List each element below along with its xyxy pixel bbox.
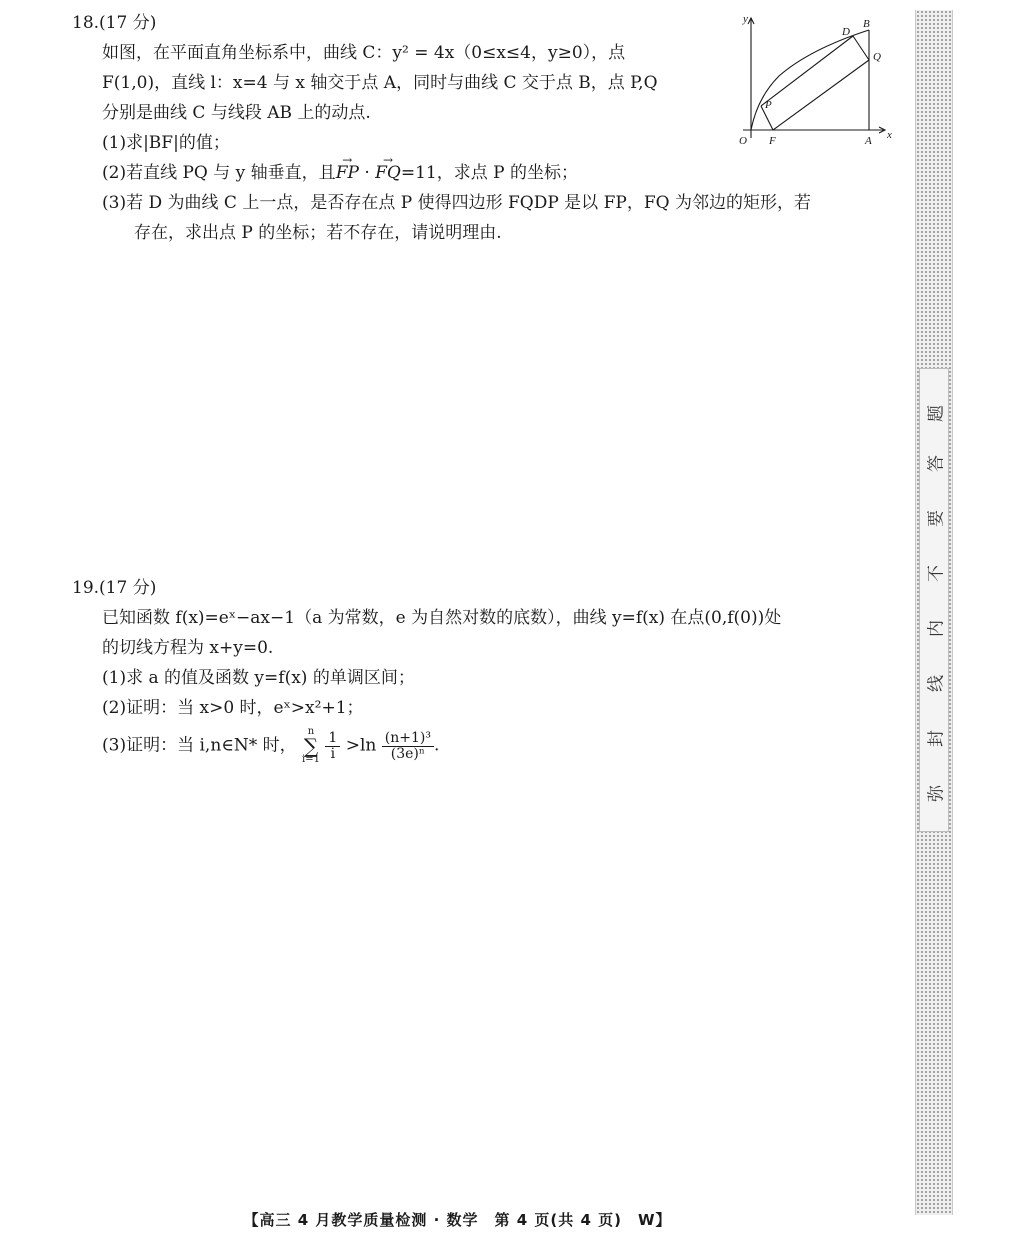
seal-label-box xyxy=(919,368,949,832)
q19-part-2: (2)证明：当 x>0 时，eˣ>x²+1； xyxy=(102,698,364,718)
sum-lower: i=1 xyxy=(302,754,320,765)
seal-char-6: 要 xyxy=(926,510,947,527)
vector-fq: → FQ xyxy=(375,158,401,188)
q19-line-1: 已知函数 f(x)=eˣ−ax−1（a 为常数，e 为自然对数的底数），曲线 y=f(x) 在点(0,f(0))处 xyxy=(102,608,782,628)
fraction-1-numerator: 1 xyxy=(325,731,340,747)
dot-operator: · xyxy=(358,163,376,183)
q18-part-2-text-b: =11，求点 P 的坐标； xyxy=(400,163,578,183)
q18-part-3-line-2: 存在，求出点 P 的坐标；若不存在，请说明理由. xyxy=(134,223,502,243)
label-q: Q xyxy=(873,51,881,63)
q18-part-2 xyxy=(72,158,902,188)
q18-part-3-line-1: (3)若 D 为曲线 C 上一点，是否存在点 P 使得四边形 FQDP 是以 FP，FQ 为邻边的矩形，若 xyxy=(102,193,811,213)
q18-line-3: 分别是曲线 C 与线段 AB 上的动点. xyxy=(102,103,371,123)
fraction-1-denominator: i xyxy=(330,745,336,762)
label-o: O xyxy=(739,135,747,147)
seal-char-4: 内 xyxy=(926,620,947,637)
fraction-one-over-i xyxy=(325,731,340,762)
q19-part-1: (1)求 a 的值及函数 y=f(x) 的单调区间； xyxy=(102,668,415,688)
q19-part-3-ln: >ln xyxy=(345,735,377,756)
seal-char-5: 不 xyxy=(926,565,947,582)
q18-line-1: 如图，在平面直角坐标系中，曲线 C：y² = 4x（0≤x≤4，y≥0），点 xyxy=(102,43,626,63)
seal-char-8: 题 xyxy=(926,405,947,422)
q19-part-3-end: . xyxy=(433,735,440,756)
seal-char-3: 线 xyxy=(926,675,947,692)
q18-part-1: (1)求|BF|的值； xyxy=(102,133,230,153)
segment-pd xyxy=(761,36,853,106)
sum-upper: n xyxy=(307,726,315,737)
summation xyxy=(302,727,320,765)
label-x: x xyxy=(887,129,892,141)
seal-char-7: 答 xyxy=(926,455,947,472)
page-footer: 【高三 4 月教学质量检测 · 数学 第 4 页(共 4 页) W】 xyxy=(243,1211,672,1229)
vector-fp: → FP xyxy=(336,158,359,188)
seal-char-2: 封 xyxy=(926,730,947,747)
q19-line-2: 的切线方程为 x+y=0. xyxy=(102,638,274,658)
fraction-log-argument xyxy=(382,731,434,762)
segment-fq xyxy=(773,60,869,130)
label-d: D xyxy=(842,26,850,38)
label-y: y xyxy=(743,13,748,25)
label-f: F xyxy=(769,135,776,147)
seal-char-1: 弥 xyxy=(926,785,947,802)
curve-c xyxy=(751,30,869,130)
question-19 xyxy=(72,573,902,765)
fraction-2-denominator: (3e)ⁿ xyxy=(390,745,425,762)
parabola-diagram xyxy=(733,10,895,152)
q18-part-2-text-a: (2)若直线 PQ 与 y 轴垂直，且 xyxy=(102,163,336,183)
parabola-figure xyxy=(733,10,895,152)
q18-heading: 18.(17 分) xyxy=(72,13,157,33)
q19-part-3-text: (3)证明：当 i,n∈N* 时， xyxy=(102,735,297,756)
q18-line-2: F(1,0)，直线 l：x=4 与 x 轴交于点 A，同时与曲线 C 交于点 B，点 P,Q xyxy=(102,73,658,93)
q19-part-3 xyxy=(72,727,902,765)
label-p: P xyxy=(765,99,772,111)
sum-symbol: ∑ xyxy=(303,734,319,758)
fraction-2-numerator: (n+1)³ xyxy=(382,731,434,747)
label-a: A xyxy=(865,135,872,147)
q19-heading: 19.(17 分) xyxy=(72,578,157,598)
segment-dq xyxy=(853,36,869,60)
label-b: B xyxy=(863,18,870,30)
